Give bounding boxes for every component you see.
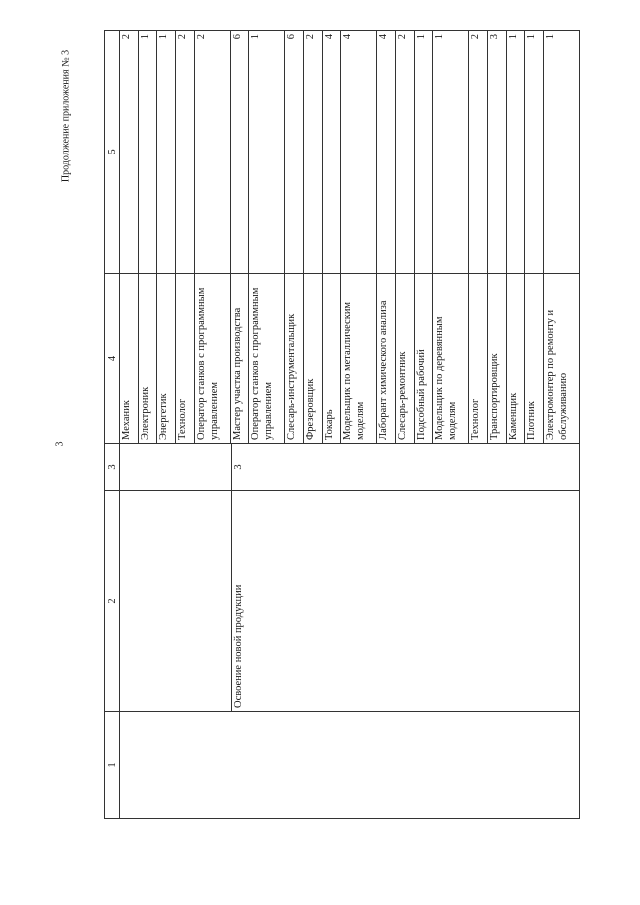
- count-cell: 1: [543, 31, 579, 274]
- count-cell: 1: [433, 31, 469, 274]
- count-cell: 1: [506, 31, 525, 274]
- profession-cell: Механик: [120, 274, 139, 444]
- count-cell: 1: [138, 31, 157, 274]
- count-cell: 2: [120, 31, 139, 274]
- count-cell: 4: [322, 31, 341, 274]
- group-label: Освоение новой продукции: [233, 584, 244, 708]
- profession-cell: Модельщик по металлическим моделям: [341, 274, 377, 444]
- group-spacer: [120, 494, 231, 708]
- header-col-3: 3: [105, 444, 120, 491]
- group-spacer: [120, 447, 231, 487]
- count-cell: 4: [341, 31, 377, 274]
- profession-cell: Энергетик: [157, 274, 176, 444]
- rotated-table-wrapper: [104, 31, 580, 819]
- profession-cell: Технолог: [469, 274, 488, 444]
- count-cell: 6: [230, 31, 249, 274]
- profession-cell: Лаборант химического анализа: [377, 274, 396, 444]
- group-value: 3: [233, 464, 244, 470]
- profession-cell: Слесарь-инструментальщик: [285, 274, 304, 444]
- continuation-heading: Продолжение приложения № 3: [60, 49, 72, 183]
- profession-cell: Транспортировщик: [487, 274, 506, 444]
- count-cell: 2: [303, 31, 322, 274]
- profession-cell: Фрезеровщик: [303, 274, 322, 444]
- count-cell: 2: [395, 31, 414, 274]
- profession-cell: Оператор станков с программным управлением: [194, 274, 230, 444]
- staffing-table: [104, 30, 580, 819]
- profession-cell: Оператор станков с программным управлением: [249, 274, 285, 444]
- header-col-2: 2: [105, 491, 120, 712]
- count-cell: 2: [194, 31, 230, 274]
- column-2-cell: [120, 491, 580, 712]
- profession-cell: Технолог: [175, 274, 194, 444]
- profession-cell: Каменщик: [506, 274, 525, 444]
- count-cell: 6: [285, 31, 304, 274]
- page-number: 3: [54, 441, 66, 447]
- count-cell: 2: [469, 31, 488, 274]
- profession-cell: Электроник: [138, 274, 157, 444]
- table-row: [120, 31, 139, 819]
- count-cell: 1: [525, 31, 544, 274]
- header-col-1: 1: [105, 712, 120, 819]
- profession-cell: Токарь: [322, 274, 341, 444]
- profession-cell: Подсобный рабочий: [414, 274, 433, 444]
- profession-cell: Плотник: [525, 274, 544, 444]
- profession-cell: Электромонтер по ремонту и обслуживанию: [543, 274, 579, 444]
- count-cell: 1: [157, 31, 176, 274]
- header-row: [105, 31, 120, 819]
- column-3-cell: [120, 444, 580, 491]
- profession-cell: Модельщик по деревянным моделям: [433, 274, 469, 444]
- profession-cell: Слесарь-ремонтник: [395, 274, 414, 444]
- header-col-4: 4: [105, 274, 120, 444]
- count-cell: 2: [175, 31, 194, 274]
- column-1-cell: [120, 712, 580, 819]
- count-cell: 1: [414, 31, 433, 274]
- count-cell: 3: [487, 31, 506, 274]
- header-col-5: 5: [105, 31, 120, 274]
- count-cell: 4: [377, 31, 396, 274]
- profession-cell: Мастер участка производства: [230, 274, 249, 444]
- count-cell: 1: [249, 31, 285, 274]
